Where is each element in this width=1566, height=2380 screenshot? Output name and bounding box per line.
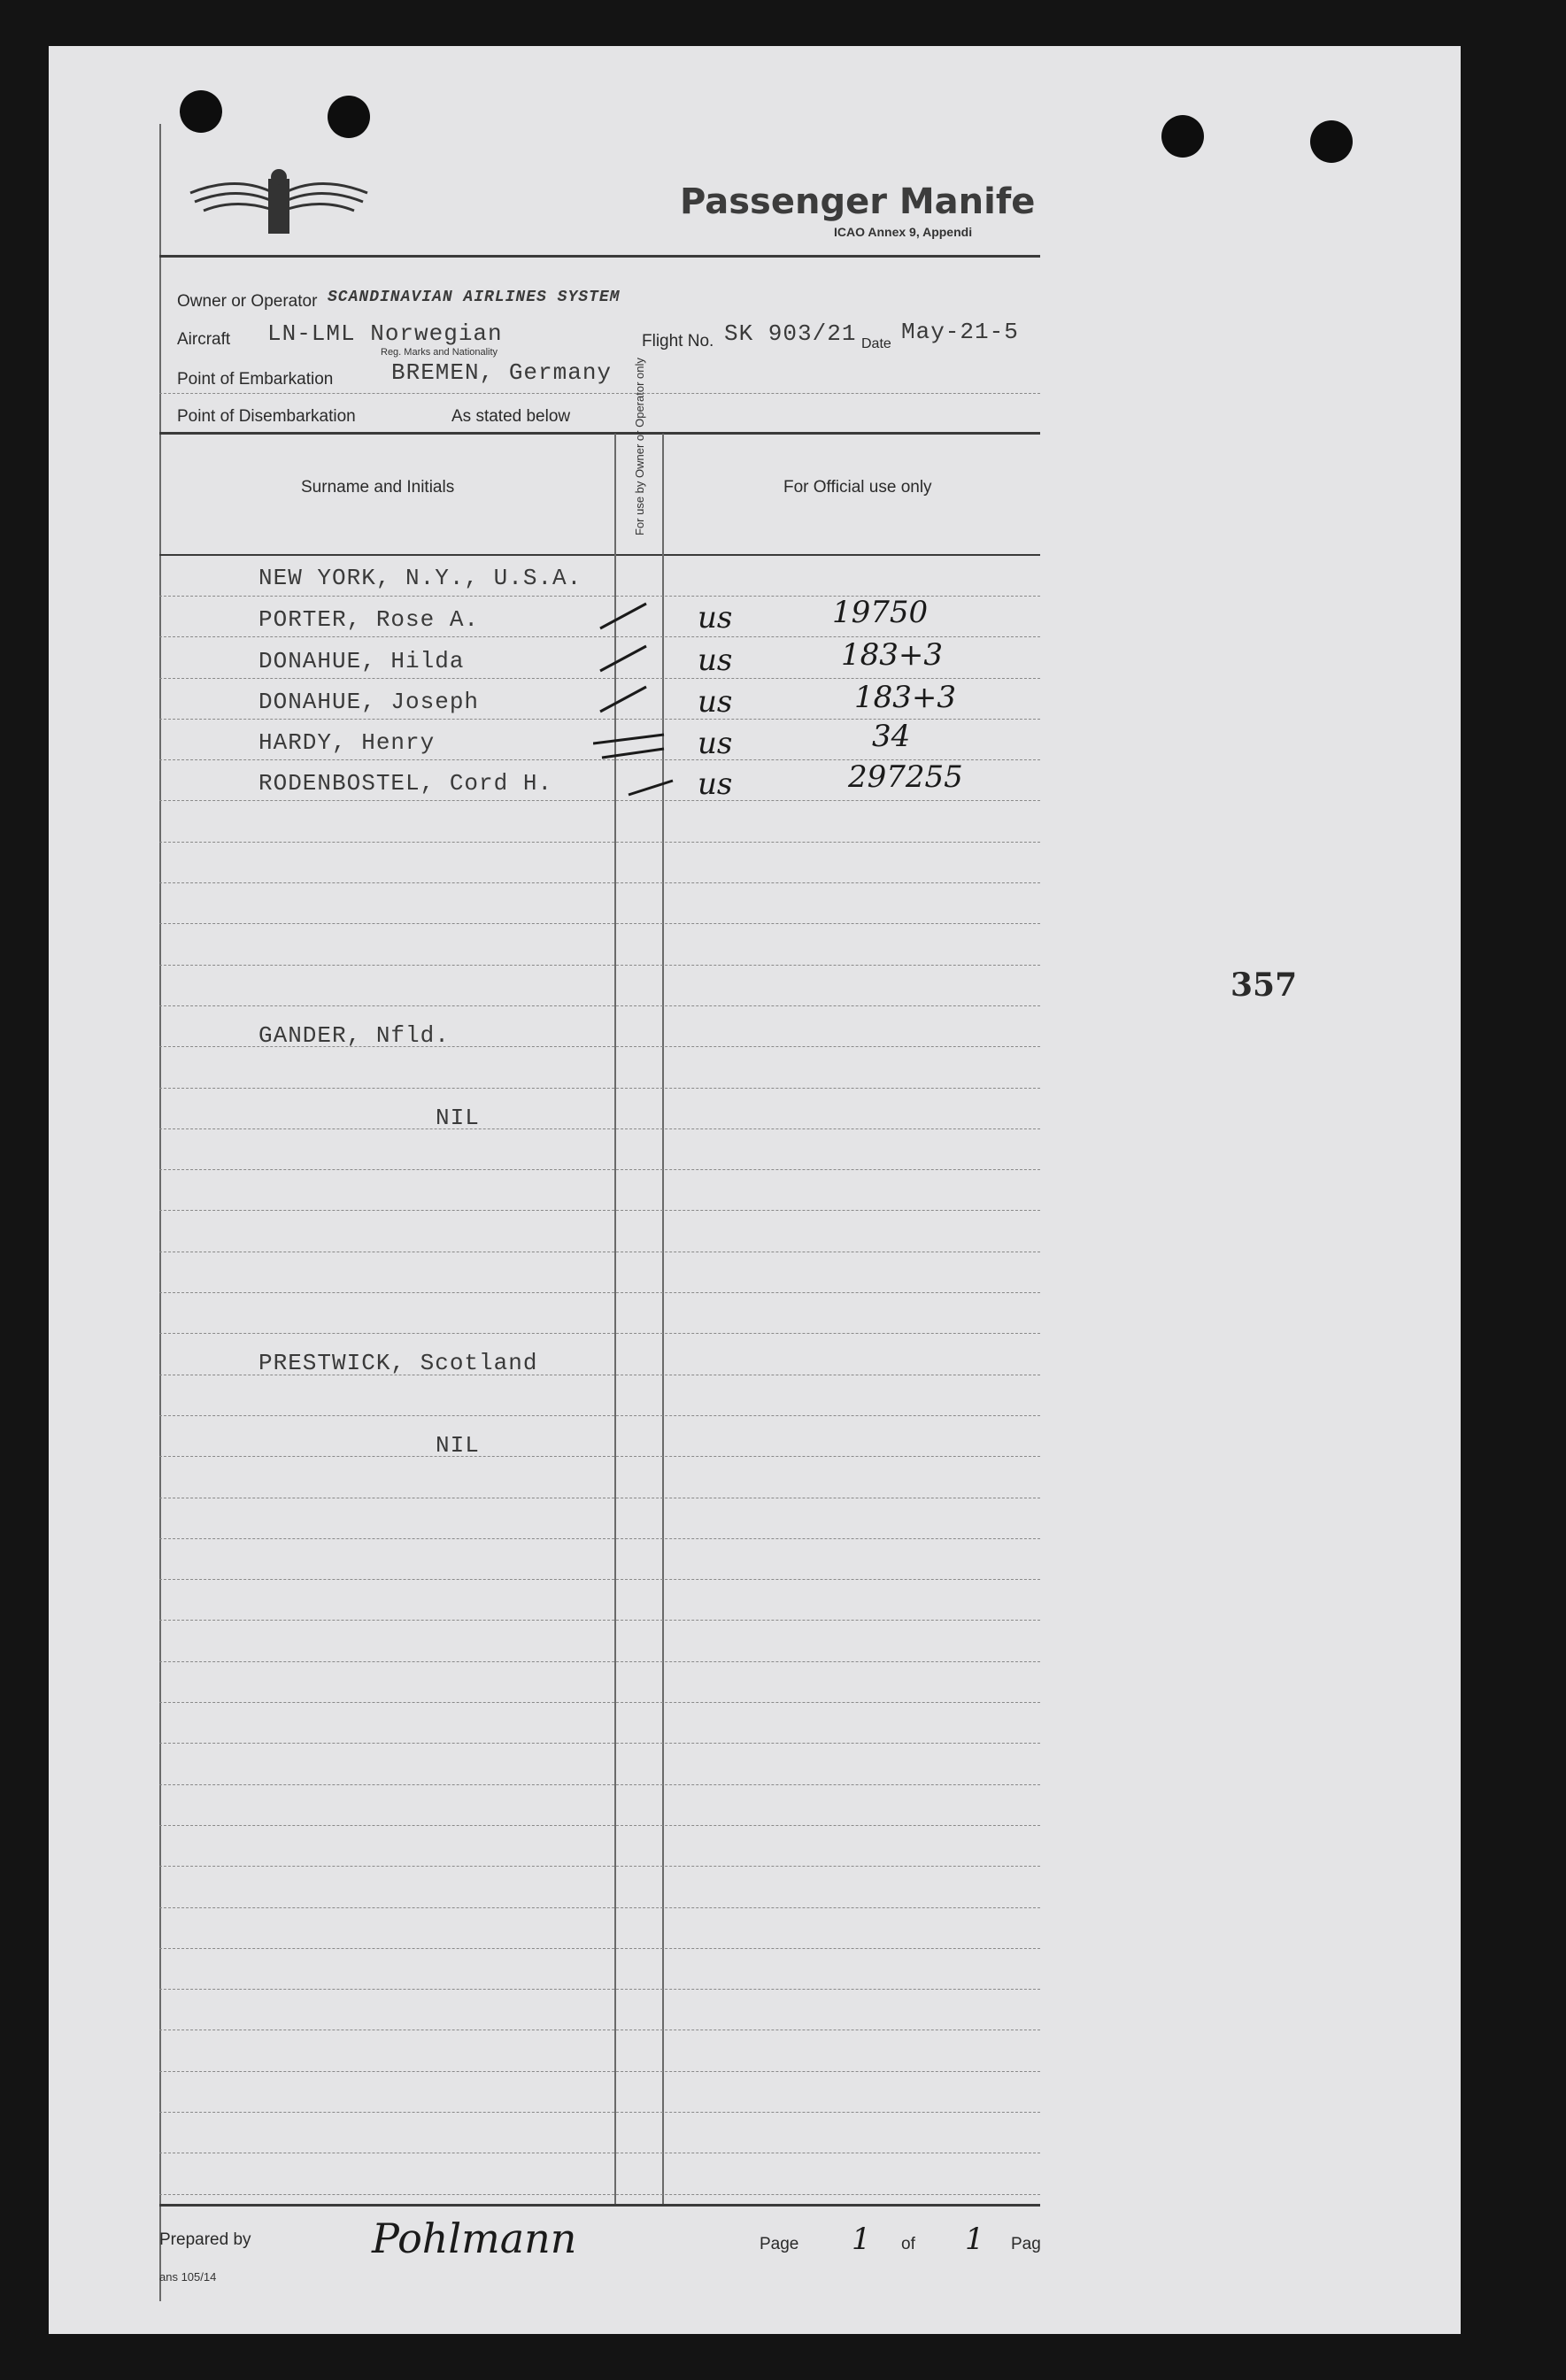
passenger-nationality: us bbox=[698, 600, 733, 635]
passenger-name: DONAHUE, Joseph bbox=[258, 689, 480, 715]
page-number-stamp: 357 bbox=[1230, 967, 1298, 1004]
ruled-line bbox=[159, 842, 1040, 843]
destination-new-york: NEW YORK, N.Y., U.S.A. bbox=[258, 565, 582, 591]
ruled-line bbox=[159, 1210, 1040, 1211]
nil-note: NIL bbox=[436, 1432, 480, 1459]
ruled-line bbox=[159, 1620, 1040, 1621]
form-subtitle: ICAO Annex 9, Appendi bbox=[834, 225, 973, 239]
punch-hole bbox=[1310, 120, 1353, 163]
destination-prestwick: PRESTWICK, Scotland bbox=[258, 1350, 538, 1376]
aircraft-value: LN-LML Norwegian bbox=[267, 320, 503, 347]
owner-use-column-header: For use by Owner or Operator only bbox=[633, 358, 646, 535]
owner-label: Owner or Operator bbox=[177, 292, 318, 311]
ruled-line bbox=[159, 2194, 1040, 2195]
passenger-nationality: us bbox=[698, 726, 733, 761]
ruled-line bbox=[159, 1292, 1040, 1293]
ruled-line bbox=[159, 965, 1040, 966]
flight-value: SK 903/21 bbox=[724, 320, 857, 347]
of-value: 1 bbox=[965, 2222, 984, 2257]
ruled-line bbox=[159, 2112, 1040, 2113]
ruled-line bbox=[159, 1784, 1040, 1785]
passenger-number: 183+3 bbox=[841, 637, 944, 673]
official-column-header: For Official use only bbox=[783, 478, 932, 497]
ruled-line bbox=[159, 1948, 1040, 1949]
ruled-line bbox=[159, 1088, 1040, 1089]
passenger-number: 297255 bbox=[848, 759, 963, 795]
passenger-name: DONAHUE, Hilda bbox=[258, 648, 465, 674]
ruled-line bbox=[159, 2071, 1040, 2072]
passenger-nationality: us bbox=[698, 643, 733, 678]
form-title: Passenger Manife bbox=[680, 181, 1036, 222]
passenger-number: 19750 bbox=[832, 595, 929, 630]
passenger-nationality: us bbox=[698, 766, 733, 802]
ruled-line bbox=[159, 1866, 1040, 1867]
ruled-line bbox=[159, 1702, 1040, 1703]
ruled-line bbox=[159, 1579, 1040, 1580]
passenger-number: 183+3 bbox=[854, 680, 957, 715]
page-label: Page bbox=[760, 2235, 799, 2253]
prepared-signature: Pohlmann bbox=[372, 2214, 577, 2262]
nil-note: NIL bbox=[436, 1105, 480, 1131]
page-value: 1 bbox=[852, 2222, 871, 2257]
ruled-line bbox=[159, 1907, 1040, 1908]
disembark-value: As stated below bbox=[451, 407, 571, 426]
passenger-nationality: us bbox=[698, 684, 733, 720]
date-value: May-21-5 bbox=[901, 319, 1019, 345]
check-marks bbox=[593, 593, 699, 805]
aircraft-label: Aircraft bbox=[177, 330, 231, 349]
of-label: of bbox=[901, 2235, 915, 2253]
flight-label: Flight No. bbox=[642, 332, 714, 350]
ruled-line bbox=[159, 1825, 1040, 1826]
date-label: Date bbox=[861, 336, 891, 351]
embark-value: BREMEN, Germany bbox=[391, 359, 613, 386]
embark-label: Point of Embarkation bbox=[177, 370, 334, 389]
passenger-name: PORTER, Rose A. bbox=[258, 606, 480, 633]
prepared-label: Prepared by bbox=[159, 2230, 251, 2249]
ruled-line bbox=[159, 882, 1040, 883]
ruled-line bbox=[159, 1005, 1040, 1006]
manifest-form bbox=[159, 124, 1040, 2301]
punch-hole bbox=[1161, 115, 1204, 158]
reg-caption: Reg. Marks and Nationality bbox=[381, 347, 498, 358]
passenger-name: HARDY, Henry bbox=[258, 729, 436, 756]
destination-gander: GANDER, Nfld. bbox=[258, 1022, 450, 1049]
ruled-line bbox=[159, 1333, 1040, 1334]
ruled-line bbox=[159, 923, 1040, 924]
ruled-line bbox=[159, 1538, 1040, 1539]
owner-value: SCANDINAVIAN AIRLINES SYSTEM bbox=[328, 289, 621, 306]
disembark-label: Point of Disembarkation bbox=[177, 407, 356, 426]
airline-eagle-emblem-icon bbox=[181, 166, 376, 246]
page-suffix: Pag bbox=[1011, 2235, 1041, 2253]
ruled-line bbox=[159, 1415, 1040, 1416]
ruled-line bbox=[159, 1661, 1040, 1662]
passenger-name: RODENBOSTEL, Cord H. bbox=[258, 770, 553, 797]
names-column-header: Surname and Initials bbox=[301, 478, 455, 497]
ruled-line bbox=[159, 1743, 1040, 1744]
ruled-line bbox=[159, 1456, 1040, 1457]
ruled-line bbox=[159, 1169, 1040, 1170]
ruled-line bbox=[159, 1128, 1040, 1129]
form-number: ans 105/14 bbox=[159, 2270, 217, 2284]
passenger-number: 34 bbox=[872, 719, 911, 754]
ruled-line bbox=[159, 1989, 1040, 1990]
